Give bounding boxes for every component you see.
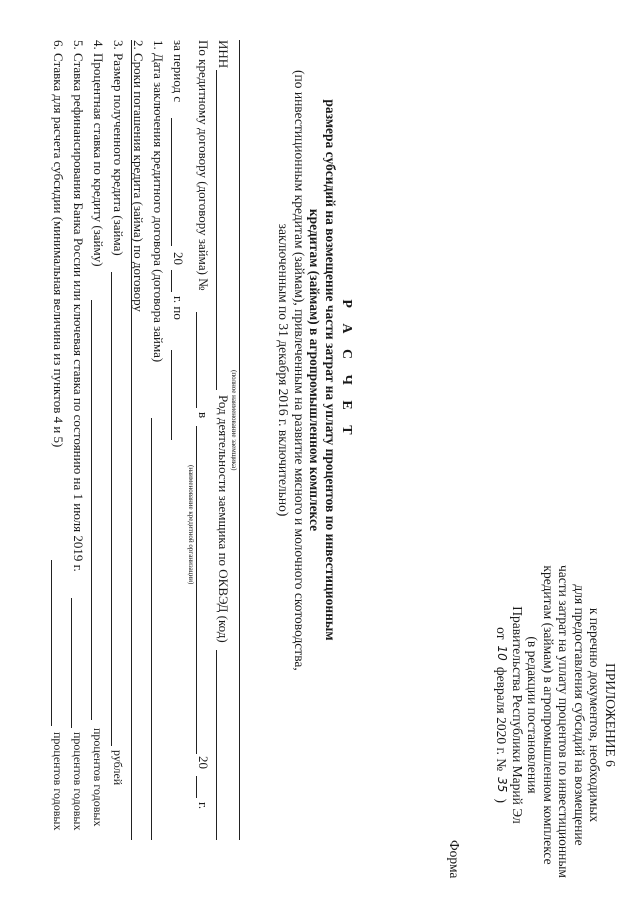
- contract-label: По кредитному договору (договору займа) №: [196, 40, 211, 291]
- appendix-line: к перечню документов, необходимых: [587, 607, 603, 823]
- appendix-line: Правительства Республики Марий Эл: [510, 606, 525, 824]
- title-block: [276, 70, 355, 670]
- period-mid: г. по: [171, 296, 186, 320]
- borrower-caption: (полное наименование заемщика): [230, 370, 238, 471]
- appendix-title: ПРИЛОЖЕНИЕ 6: [603, 663, 618, 767]
- appendix-line: (в редакции постановления: [525, 636, 541, 794]
- document-title: Р А С Ч Е Т: [339, 299, 354, 441]
- item-unit: процентов годовых: [51, 732, 65, 831]
- appendix-date: [494, 565, 510, 865]
- heading-subline: заключенным по 31 декабря 2016 г. включительно): [276, 223, 292, 517]
- inn-label: ИНН: [216, 40, 231, 69]
- item-label: 4. Процентная ставка по кредиту (займу): [91, 40, 106, 267]
- item-unit: процентов годовых: [91, 728, 105, 827]
- item-line: [131, 40, 132, 840]
- appendix-line: для предоставления субсидий на возмещение: [572, 584, 587, 846]
- item-label: 1. Дата заключения кредитного договора (договора займа): [151, 40, 166, 363]
- period-label: за период с: [171, 40, 186, 103]
- okved-label: Род деятельности заемщика по ОКВЭД (код): [216, 395, 231, 643]
- item-line: [71, 598, 72, 728]
- period-start-line: [171, 118, 172, 246]
- item-label: 2. Сроки погашения кредита (займа) по договору: [131, 40, 146, 312]
- appendix-line: части затрат на уплату процентов по инвестиционным: [556, 565, 572, 878]
- contract-number-line: [196, 312, 197, 408]
- period-year: 20: [171, 252, 186, 265]
- date-close: ): [494, 798, 510, 803]
- heading-subline: (по инвестиционным кредитам (займам), привлеченным на развитие мясного и молочного скотоводства,: [292, 70, 307, 671]
- org-caption: (наименование кредитной организации): [187, 465, 195, 585]
- item-line: [51, 560, 52, 726]
- heading-line: размера субсидий на возмещение части затрат на уплату процентов по инвестиционным: [323, 99, 338, 641]
- item-line: [91, 300, 92, 720]
- year-prefix: 20: [196, 756, 211, 769]
- year-line: [196, 776, 197, 798]
- item-label: 6. Ставка для расчета субсидии (минимальная величина из пунктов 4 и 5): [51, 40, 66, 448]
- item-label: 3. Размер полученного кредита (займа): [111, 40, 126, 256]
- borrower-name-line: [239, 40, 240, 840]
- item-line: [151, 418, 152, 840]
- item-unit: рублей: [111, 750, 125, 786]
- organization-line: [196, 426, 197, 754]
- appendix-line: кредитам (займам) в агропромышленном комплексе: [541, 565, 556, 865]
- inn-line: [216, 70, 217, 390]
- item-line: [111, 272, 112, 746]
- appendix-header: [494, 565, 618, 878]
- period-end-line: [171, 350, 172, 440]
- date-number: 35: [495, 777, 510, 793]
- date-prefix: от: [494, 627, 510, 640]
- year-suffix: г.: [196, 802, 211, 810]
- item-label: 5. Ставка рефинансирования Банка России или ключевая ставка по состоянию на 1 июля 2019 г.: [71, 40, 86, 572]
- date-day: 10: [495, 645, 510, 661]
- in-label: в: [196, 412, 211, 419]
- date-rest: февраля 2020 г. №: [494, 666, 510, 772]
- item-unit: процентов годовых: [71, 732, 85, 831]
- heading-line: кредитам (займам) в агропромышленном комплексе: [307, 208, 323, 532]
- period-year-line: [171, 270, 172, 292]
- form-label: Форма: [447, 840, 462, 879]
- okved-line: [216, 650, 217, 840]
